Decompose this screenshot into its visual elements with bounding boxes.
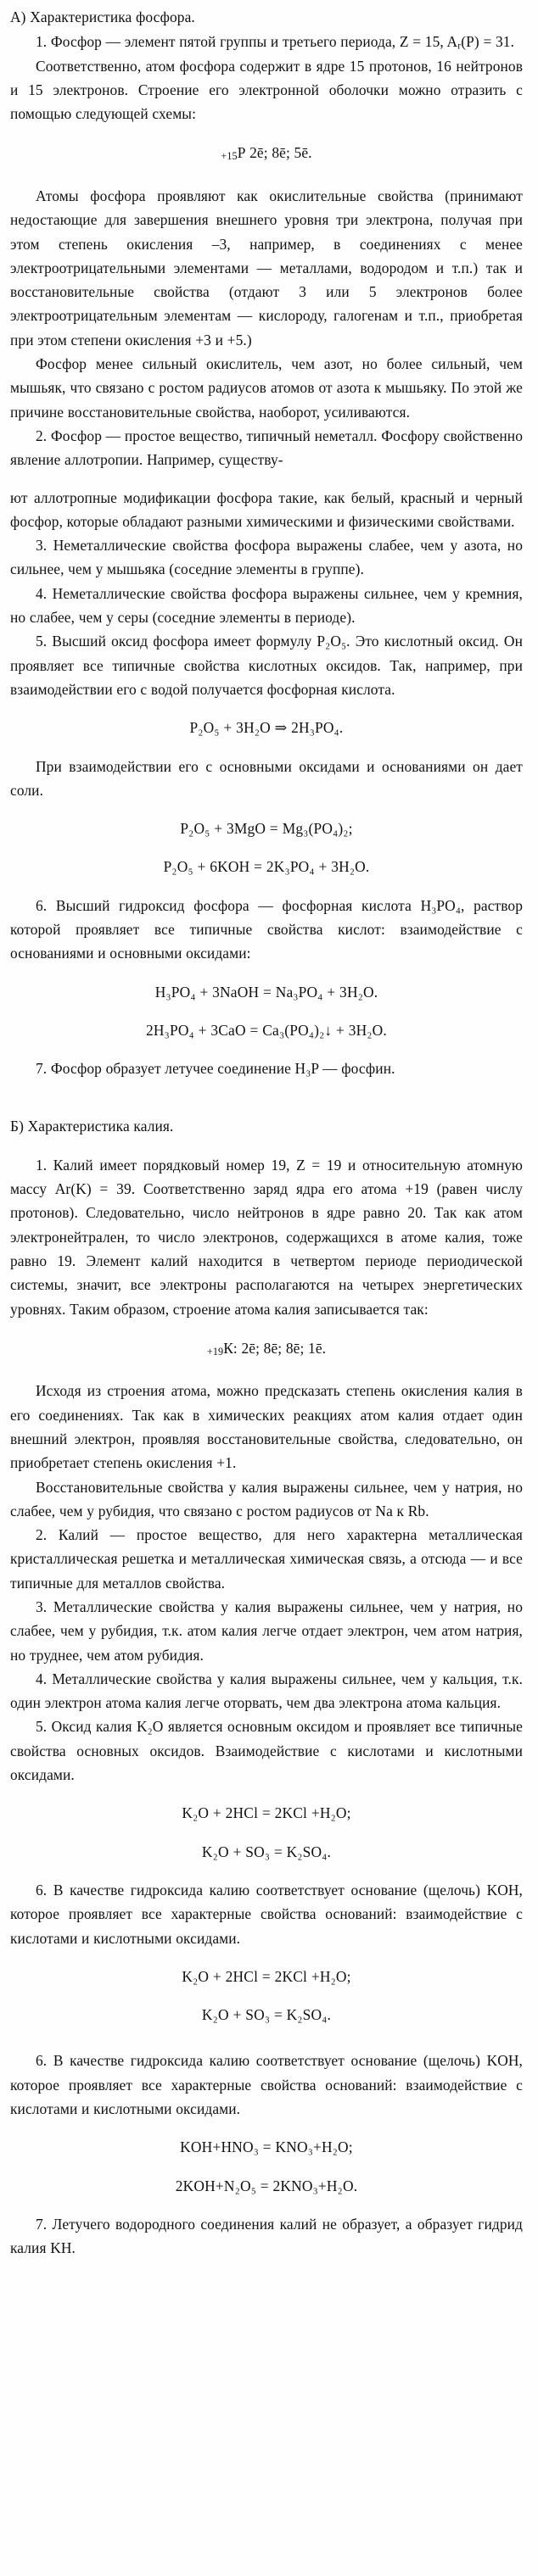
equation-k2o-so3-2: K₂O + SO₃ = K₂SO₄. xyxy=(201,2006,332,2024)
section-a-paragraph-2: Соответственно, атом фосфора содержит в ядре 15 протонов, 16 нейтронов и 15 электронов. Строение его электронной оболочки можно отразить с помощью следующей схемы: xyxy=(10,57,523,123)
section-b-paragraph-9: 6. В качестве гидроксида калию соответствует основание (щелочь) KOH, которое проявляет все характерные свойства оснований: взаимодействие с кислотами и кислотными оксидами. xyxy=(10,2052,523,2118)
section-a-paragraph-9: 5. Высший оксид фосфора имеет формулу P₂O₅. Это кислотный оксид. Он проявляет все типичные свойства кислотных оксидов. Так, например, при взаимодействии его с водой получается фосфорная кислота. xyxy=(10,633,523,698)
spacer xyxy=(10,2041,523,2049)
section-a-paragraph-4: Фосфор менее сильный окислитель, чем азот, но более сильный, чем мышьяк, что связано с ростом радиусов атомов от азота к мышьяку. По этой же причине восстановительные свойства, наоборот, усиливаются. xyxy=(10,355,523,421)
section-a-paragraph-12: 7. Фосфор образует летучее соединение H₃P — фосфин. xyxy=(36,1060,395,1078)
section-b-paragraph-7: 5. Оксид калия K₂O является основным оксидом и проявляет все типичные свойства основных оксидов. Взаимодействие с кислотами и кислотными оксидами. xyxy=(10,1718,523,1784)
section-spacer xyxy=(10,1080,523,1114)
spacer xyxy=(10,1140,523,1153)
section-b-paragraph-6: 4. Металлические свойства у калия выражены сильнее, чем у кальция, т.к. один электрон атома калия легче оторвать, чем два электрона атома кальция. xyxy=(10,1670,523,1712)
spacer xyxy=(10,472,523,486)
potassium-nuclear-charge: +19 xyxy=(206,1346,224,1358)
section-a-paragraph-8: 4. Неметаллические свойства фосфора выражены сильнее, чем у кремния, но слабее, чем у серы (соседние элементы в периоде). xyxy=(10,584,523,627)
potassium-shell-config: К: 2ē; 8ē; 8ē; 1ē. xyxy=(223,1339,327,1357)
equation-k2o-hcl-1: K₂O + 2HCl = 2KCl +H₂O; xyxy=(182,1804,351,1822)
section-a-paragraph-10: При взаимодействии его с основными оксидами и основаниями он дает соли. xyxy=(10,757,523,799)
section-b-paragraph-5: 3. Металлические свойства у калия выражены сильнее, чем у натрия, но слабее, чем у рубидия, т.к. атом калия легче отдает электрон, чем атом натрия, но труднее, чем атом рубидия. xyxy=(10,1598,523,1664)
section-a-paragraph-11: 6. Высший гидроксид фосфора — фосфорная кислота H₃PO₄, раствор которой проявляет все типичные свойства кислот: взаимодействие с основаниями и основными оксидами: xyxy=(10,896,523,962)
equation-k2o-so3-1: K₂O + SO₃ = K₂SO₄. xyxy=(201,1843,332,1860)
section-a-p1-tail: (P) = 31. xyxy=(461,33,515,51)
section-b-paragraph-4: 2. Калий — простое вещество, для него характерна металлическая кристаллическая решетка и металлическая химическая связь, а отсюда — и все типичные для металлов свойства. xyxy=(10,1526,523,1592)
section-b-paragraph-3: Восстановительные свойства у калия выражены сильнее, чем у натрия, но слабее, чем у рубидия, что связано с ростом радиусов от Na к Rb. xyxy=(10,1478,523,1519)
phosphorus-electron-scheme xyxy=(10,141,523,168)
section-b-heading: Б) Характеристика калия. xyxy=(10,1118,174,1135)
equation-koh-n2o5: 2KOH+N₂O₅ = 2KNO₃+H₂O. xyxy=(175,2177,358,2194)
atomic-mass-subscript: r xyxy=(457,39,462,52)
equation-p2o5-mgo: P₂O₅ + 3MgO = Mg₃(PO₄)₂; xyxy=(180,820,353,838)
equation-p2o5-koh: P₂O₅ + 6KOH = 2K₃PO₄ + 3H₂O. xyxy=(163,858,370,876)
equation-h3po4-naoh: H₃PO₄ + 3NaOH = Na₃PO₄ + 3H₂O. xyxy=(154,983,378,1001)
section-b-paragraph-10: 7. Летучего водородного соединения калий не образует, а образует гидрид калия KH. xyxy=(10,2215,523,2257)
section-b-paragraph-1: 1. Калий имеет порядковый номер 19, Z = 19 и относительную атомную массу Ar(K) = 39. Соответственно заряд ядра его атома +19 (равен числу протонов). Следовательно, число нейтронов в ядре равно 20. Так как атом электронейтрален, то число электронов, содержащихся в атоме калия, тоже равно 19. Элемент калий находится в четвертом периоде периодической системы, значит, все электроны располагаются на четырех энергетических уровнях. Таким образом, строение атома калия записывается так: xyxy=(10,1156,523,1318)
section-a-p1-lead: 1. Фосфор — элемент пятой группы и третьего периода, Z = 15, A xyxy=(36,33,458,51)
section-a-paragraph-5: 2. Фосфор — простое вещество, типичный неметалл. Фосфору свойственно явление аллотропии. Например, существу- xyxy=(10,427,523,469)
section-b-paragraph-2: Исходя из строения атома, можно предсказать степень окисления калия в его соединениях. Так как в химических реакциях атом калия отдает один внешний электрон, проявляя восстановительные свойства, следовательно, он приобретает степень окисления +1. xyxy=(10,1382,523,1472)
equation-koh-hno3: KOH+HNO₃ = KNO₃+H₂O; xyxy=(180,2138,353,2156)
section-b-paragraph-8: 6. В качестве гидроксида калию соответствует основание (щелочь) KOH, которое проявляет все характерные свойства оснований: взаимодействие с кислотами и кислотными оксидами. xyxy=(10,1881,523,1947)
section-a-paragraph-6: ют аллотропные модификации фосфора такие, как белый, красный и черный фосфор, которые обладают разными химическими и физическими свойствами. xyxy=(10,488,523,530)
section-a-paragraph-3: Атомы фосфора проявляют как окислительные свойства (принимают недостающие для завершения внешнего уровня три электрона, получая при этом степень окисления –3, например, в соединениях с менее электроотрицательными элементами — металлами, водородом и т.п.) так и восстановительные свойства (отдают 3 или 5 электронов более электроотрицательным элементам — кислороду, галогенам и т.п., приобретая при этом степени окисления +3 и +5.) xyxy=(10,187,523,348)
phosphorus-nuclear-charge: +15 xyxy=(221,150,238,163)
section-a-paragraph-7: 3. Неметаллические свойства фосфора выражены слабее, чем у азота, но сильнее, чем у мышьяка (соседние элементы в группе). xyxy=(10,537,523,578)
equation-p2o5-water: P₂O₅ + 3H₂O ⇒ 2H₃PO₄. xyxy=(189,719,344,737)
section-a-paragraph-1 xyxy=(10,30,523,53)
potassium-electron-scheme xyxy=(10,1336,523,1363)
section-a-heading: А) Характеристика фосфора. xyxy=(10,8,195,25)
equation-k2o-hcl-2: K₂O + 2HCl = 2KCl +H₂O; xyxy=(182,1967,351,1985)
phosphorus-shell-config: Р 2ē; 8ē; 5ē. xyxy=(237,144,312,162)
equation-h3po4-cao: 2H₃PO₄ + 3CaO = Ca₃(PO₄)₂↓ + 3H₂O. xyxy=(146,1021,387,1039)
